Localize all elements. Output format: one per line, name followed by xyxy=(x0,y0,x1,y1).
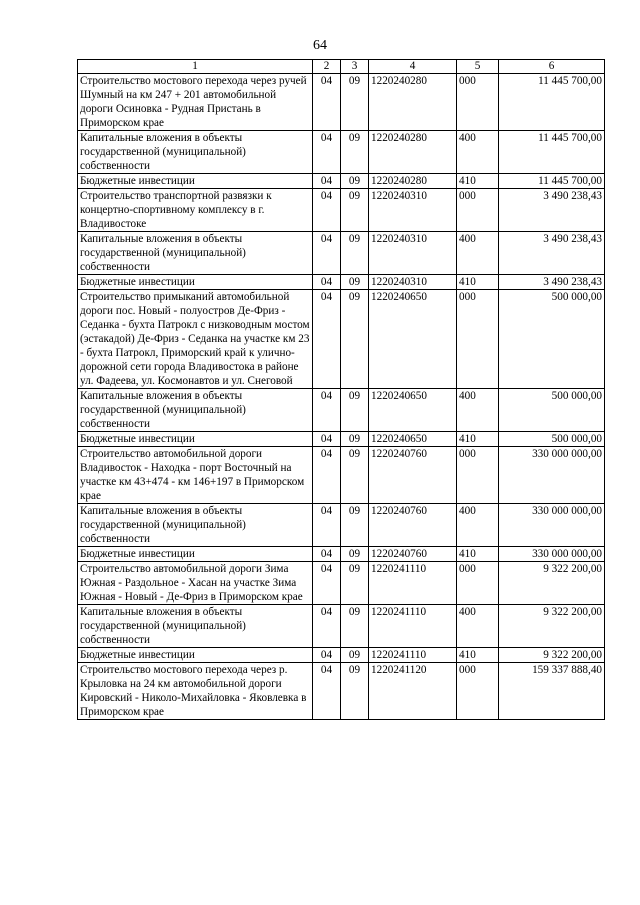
cell-subsection: 09 xyxy=(341,605,369,648)
cell-expense-type: 410 xyxy=(457,275,499,290)
cell-expense-type: 410 xyxy=(457,648,499,663)
cell-expense-type: 410 xyxy=(457,547,499,562)
cell-name: Строительство мостового перехода через р. Крыловка на 24 км автомобильной дороги Кировский - Николо-Михайловка - Яковлевка в Приморском крае xyxy=(78,663,313,720)
cell-amount: 11 445 700,00 xyxy=(499,131,605,174)
budget-table xyxy=(77,59,605,720)
cell-subsection: 09 xyxy=(341,504,369,547)
cell-section: 04 xyxy=(313,504,341,547)
cell-amount: 9 322 200,00 xyxy=(499,562,605,605)
cell-amount: 3 490 238,43 xyxy=(499,275,605,290)
table-row xyxy=(78,663,605,720)
cell-target-item: 1220240650 xyxy=(369,290,457,389)
cell-subsection: 09 xyxy=(341,189,369,232)
cell-section: 04 xyxy=(313,663,341,720)
cell-name: Бюджетные инвестиции xyxy=(78,275,313,290)
cell-amount: 11 445 700,00 xyxy=(499,174,605,189)
cell-name: Строительство мостового перехода через ручей Шумный на км 247 + 201 автомобильной дороги Осиновка - Рудная Пристань в Приморском крае xyxy=(78,74,313,131)
cell-name: Бюджетные инвестиции xyxy=(78,174,313,189)
cell-amount: 11 445 700,00 xyxy=(499,74,605,131)
cell-subsection: 09 xyxy=(341,275,369,290)
header-col-section: 2 xyxy=(313,60,341,74)
cell-name: Бюджетные инвестиции xyxy=(78,648,313,663)
cell-subsection: 09 xyxy=(341,547,369,562)
cell-target-item: 1220240760 xyxy=(369,447,457,504)
cell-target-item: 1220241110 xyxy=(369,605,457,648)
cell-section: 04 xyxy=(313,562,341,605)
table-row xyxy=(78,275,605,290)
cell-target-item: 1220240310 xyxy=(369,275,457,290)
cell-section: 04 xyxy=(313,275,341,290)
page-number: 64 xyxy=(313,38,327,53)
cell-subsection: 09 xyxy=(341,663,369,720)
cell-expense-type: 400 xyxy=(457,605,499,648)
cell-target-item: 1220240760 xyxy=(369,547,457,562)
cell-name: Бюджетные инвестиции xyxy=(78,432,313,447)
cell-amount: 330 000 000,00 xyxy=(499,504,605,547)
cell-subsection: 09 xyxy=(341,432,369,447)
cell-section: 04 xyxy=(313,605,341,648)
table-row xyxy=(78,432,605,447)
cell-name: Строительство транспортной развязки к концертно-спортивному комплексу в г. Владивостоке xyxy=(78,189,313,232)
cell-name: Капитальные вложения в объекты государственной (муниципальной) собственности xyxy=(78,389,313,432)
table-row xyxy=(78,547,605,562)
cell-expense-type: 400 xyxy=(457,389,499,432)
cell-amount: 330 000 000,00 xyxy=(499,547,605,562)
table-row xyxy=(78,562,605,605)
cell-amount: 9 322 200,00 xyxy=(499,605,605,648)
cell-section: 04 xyxy=(313,447,341,504)
cell-section: 04 xyxy=(313,174,341,189)
table-row xyxy=(78,389,605,432)
cell-expense-type: 000 xyxy=(457,562,499,605)
cell-target-item: 1220240310 xyxy=(369,189,457,232)
cell-name: Капитальные вложения в объекты государственной (муниципальной) собственности xyxy=(78,605,313,648)
cell-section: 04 xyxy=(313,232,341,275)
table-body xyxy=(78,74,605,720)
cell-target-item: 1220240650 xyxy=(369,389,457,432)
cell-expense-type: 000 xyxy=(457,663,499,720)
header-row xyxy=(78,60,605,74)
cell-target-item: 1220240280 xyxy=(369,131,457,174)
cell-expense-type: 000 xyxy=(457,189,499,232)
cell-expense-type: 410 xyxy=(457,174,499,189)
cell-name: Капитальные вложения в объекты государственной (муниципальной) собственности xyxy=(78,232,313,275)
cell-amount: 3 490 238,43 xyxy=(499,189,605,232)
table-row xyxy=(78,648,605,663)
cell-amount: 500 000,00 xyxy=(499,432,605,447)
cell-name: Строительство примыканий автомобильной дороги пос. Новый - полуостров Де-Фриз - Седанка - бухта Патрокл с низководным мостом (эстакадой) Де-Фриз - Седанка на участке км 23 - бухта Патрокл, Приморский край к улично-дорожной сети города Владивостока в районе ул. Фадеева, ул. Космонавтов и ул. Снеговой xyxy=(78,290,313,389)
cell-name: Капитальные вложения в объекты государственной (муниципальной) собственности xyxy=(78,504,313,547)
cell-section: 04 xyxy=(313,290,341,389)
table-row xyxy=(78,232,605,275)
cell-target-item: 1220240280 xyxy=(369,74,457,131)
table-row xyxy=(78,74,605,131)
cell-section: 04 xyxy=(313,648,341,663)
table-row xyxy=(78,174,605,189)
cell-expense-type: 000 xyxy=(457,447,499,504)
cell-name: Строительство автомобильной дороги Зима Южная - Раздольное - Хасан на участке Зима Южная - Новый - Де-Фриз в Приморском крае xyxy=(78,562,313,605)
cell-expense-type: 400 xyxy=(457,131,499,174)
cell-subsection: 09 xyxy=(341,562,369,605)
cell-target-item: 1220240760 xyxy=(369,504,457,547)
table-row xyxy=(78,504,605,547)
cell-section: 04 xyxy=(313,547,341,562)
cell-subsection: 09 xyxy=(341,232,369,275)
cell-target-item: 1220240650 xyxy=(369,432,457,447)
cell-expense-type: 000 xyxy=(457,290,499,389)
cell-target-item: 1220241110 xyxy=(369,648,457,663)
cell-amount: 330 000 000,00 xyxy=(499,447,605,504)
cell-expense-type: 000 xyxy=(457,74,499,131)
table-row xyxy=(78,189,605,232)
header-col-amount: 6 xyxy=(499,60,605,74)
cell-name: Капитальные вложения в объекты государственной (муниципальной) собственности xyxy=(78,131,313,174)
header-col-subsection: 3 xyxy=(341,60,369,74)
cell-section: 04 xyxy=(313,74,341,131)
cell-section: 04 xyxy=(313,189,341,232)
table-row xyxy=(78,290,605,389)
cell-subsection: 09 xyxy=(341,389,369,432)
cell-target-item: 1220240310 xyxy=(369,232,457,275)
cell-subsection: 09 xyxy=(341,174,369,189)
cell-amount: 500 000,00 xyxy=(499,290,605,389)
cell-expense-type: 400 xyxy=(457,232,499,275)
table-row xyxy=(78,131,605,174)
cell-amount: 159 337 888,40 xyxy=(499,663,605,720)
cell-amount: 9 322 200,00 xyxy=(499,648,605,663)
header-col-name: 1 xyxy=(78,60,313,74)
cell-subsection: 09 xyxy=(341,290,369,389)
cell-subsection: 09 xyxy=(341,74,369,131)
cell-amount: 500 000,00 xyxy=(499,389,605,432)
cell-target-item: 1220241120 xyxy=(369,663,457,720)
header-col-target-item: 4 xyxy=(369,60,457,74)
cell-expense-type: 400 xyxy=(457,504,499,547)
cell-subsection: 09 xyxy=(341,131,369,174)
cell-name: Бюджетные инвестиции xyxy=(78,547,313,562)
cell-subsection: 09 xyxy=(341,447,369,504)
cell-name: Строительство автомобильной дороги Владивосток - Находка - порт Восточный на участке км 43+474 - км 146+197 в Приморском крае xyxy=(78,447,313,504)
table-row xyxy=(78,447,605,504)
cell-section: 04 xyxy=(313,389,341,432)
cell-amount: 3 490 238,43 xyxy=(499,232,605,275)
cell-expense-type: 410 xyxy=(457,432,499,447)
cell-section: 04 xyxy=(313,131,341,174)
header-col-expense-type: 5 xyxy=(457,60,499,74)
cell-target-item: 1220241110 xyxy=(369,562,457,605)
cell-target-item: 1220240280 xyxy=(369,174,457,189)
cell-section: 04 xyxy=(313,432,341,447)
table-row xyxy=(78,605,605,648)
cell-subsection: 09 xyxy=(341,648,369,663)
